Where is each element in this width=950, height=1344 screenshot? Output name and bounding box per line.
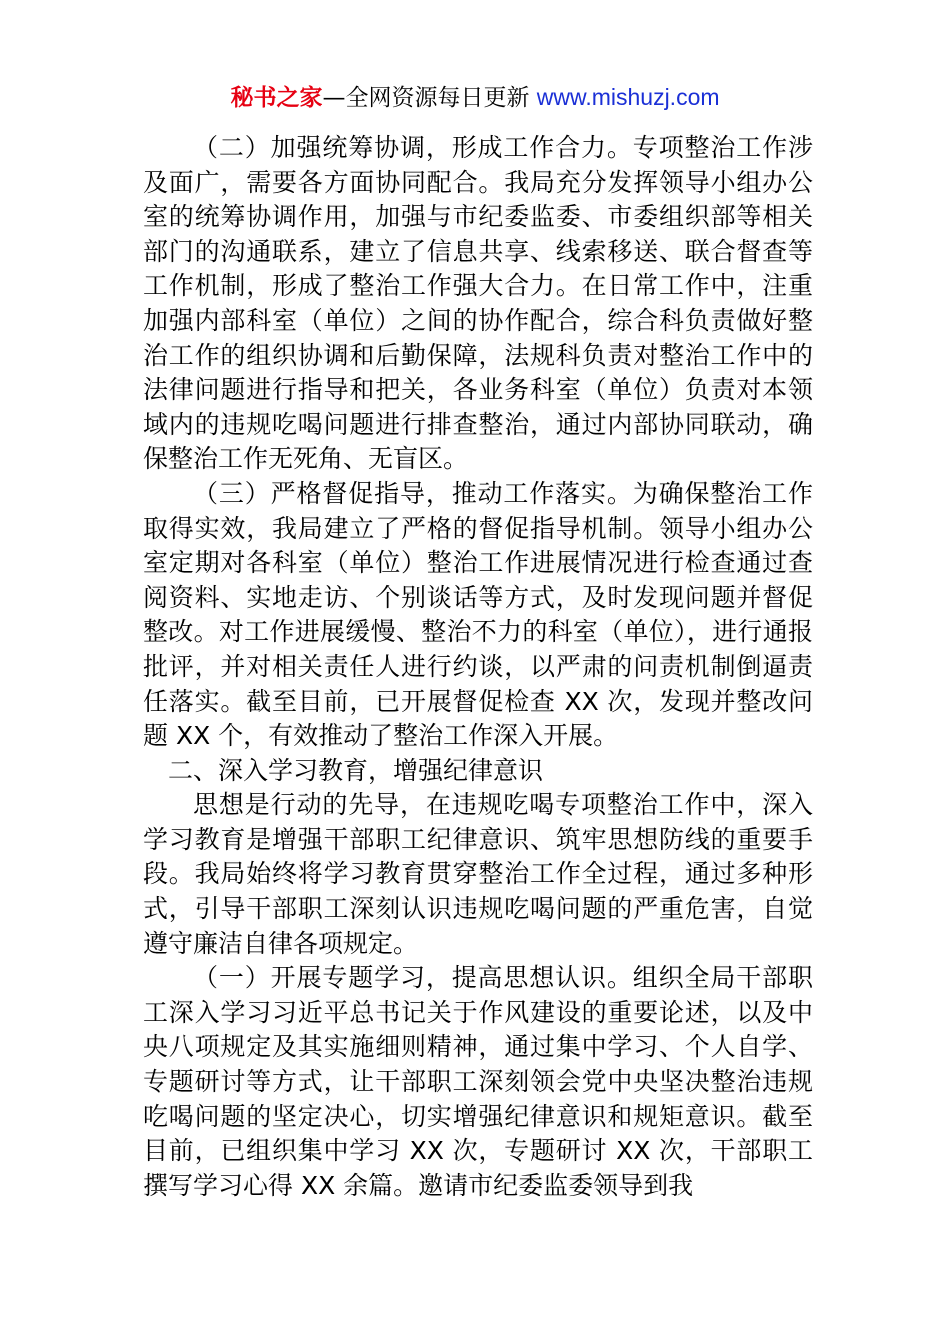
- paragraph-education-intro: 思想是行动的先导，在违规吃喝专项整治工作中，深入学习教育是增强干部职工纪律意识、筑牢思想防线的重要手段。我局始终将学习教育贯穿整治工作全过程，通过多种形式，引导干部职工深刻认识违规吃喝问题的严重危害，自觉遵守廉洁自律各项规定。: [143, 790, 813, 958]
- document-body: [143, 131, 813, 1203]
- paragraph-supervision: （三）严格督促指导，推动工作落实。为确保整治工作取得实效，我局建立了严格的督促指导机制。领导小组办公室定期对各科室（单位）整治工作进展情况进行检查通过查阅资料、实地走访、个别谈话等方式，及时发现问题并督促整改。对工作进展缓慢、整治不力的科室（单位），进行通报批评，并对相关责任人进行约谈，以严肃的问责机制倒逼责任落实。截至目前，已开展督促检查 XX 次，发现并整改问题 XX 个，有效推动了整治工作深入开展。: [143, 478, 813, 751]
- brand-name: 秘书之家: [230, 85, 323, 111]
- section-heading-education: 二、深入学习教育，增强纪律意识: [168, 755, 544, 785]
- paragraph-special-study: （一）开展专题学习，提高思想认识。组织全局干部职工深入学习习近平总书记关于作风建设的重要论述，以及中央八项规定及其实施细则精神，通过集中学习、个人自学、专题研讨等方式，让干部职工深刻领会党中央坚决整治违规吃喝问题的坚定决心，切实增强纪律意识和规矩意识。截至目前，已组织集中学习 XX 次，专题研讨 XX 次，干部职工撰写学习心得 XX 余篇。邀请市纪委监委领导到我: [143, 963, 813, 1200]
- site-url-link[interactable]: www.mishuzj.com: [536, 84, 720, 110]
- paragraph-coordination: （二）加强统筹协调，形成工作合力。专项整治工作涉及面广，需要各方面协同配合。我局充分发挥领导小组办公室的统筹协调作用，加强与市纪委监委、市委组织部等相关部门的沟通联系，建立了信息共享、线索移送、联合督查等工作机制，形成了整治工作强大合力。在日常工作中，注重加强内部科室（单位）之间的协作配合，综合科负责做好整治工作的组织协调和后勤保障，法规科负责对整治工作中的法律问题进行指导和把关，各业务科室（单位）负责对本领域内的违规吃喝问题进行排查整治，通过内部协同联动，确保整治工作无死角、无盲区。: [143, 133, 813, 474]
- header-tagline: —全网资源每日更新: [322, 85, 530, 111]
- page-header: [0, 80, 950, 115]
